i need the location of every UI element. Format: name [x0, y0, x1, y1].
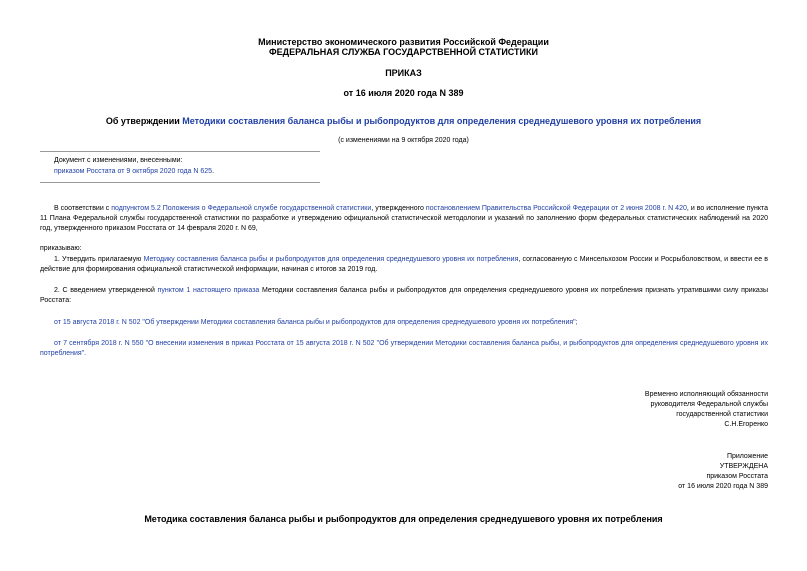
- repealed-order-2-link[interactable]: от 7 сентября 2018 г. N 550 "О внесении изменения в приказ Росстата от 15 августа 2018 г. N 502 "Об утверждении Методики составления баланса рыбы, и рыбопродуктов для определения среднедушевого уровня их потребления".: [40, 340, 768, 357]
- ministry-name: Министерство экономического развития Российской Федерации: [258, 37, 549, 47]
- appendix-line-2: УТВЕРЖДЕНА: [719, 463, 768, 470]
- changes-box-top-rule: [40, 151, 320, 152]
- signature-line-3: государственной статистики: [676, 411, 768, 418]
- service-name: ФЕДЕРАЛЬНАЯ СЛУЖБА ГОСУДАРСТВЕННОЙ СТАТИСТИКИ: [269, 47, 538, 57]
- appendix-line-4: от 16 июля 2020 года N 389: [678, 483, 768, 490]
- item-2-point-link[interactable]: пунктом 1 настоящего приказа: [157, 287, 260, 294]
- preamble-link-resolution[interactable]: постановлением Правительства Российской Федерации от 2 июня 2008 г. N 420: [425, 205, 687, 212]
- signature-line-1: Временно исполняющий обязанности: [644, 391, 768, 398]
- changes-box: [54, 156, 320, 176]
- repealed-order-2: [40, 339, 768, 359]
- appendix-block: [588, 452, 768, 492]
- title-method-link[interactable]: Методики составления баланса рыбы и рыбопродуктов для определения среднедушевого уровня их потребления: [182, 116, 702, 126]
- changes-box-suffix: .: [212, 168, 215, 175]
- item-1-text-1: 1. Утвердить прилагаемую: [54, 256, 144, 263]
- signer-name: С.Н.Егоренко: [724, 421, 768, 428]
- appendix-line-1: Приложение: [726, 453, 768, 460]
- signature-line-2: руководителя Федеральной службы: [650, 401, 768, 408]
- doc-type: ПРИКАЗ: [385, 68, 422, 78]
- changes-box-entry: [54, 167, 320, 176]
- changes-box-bottom-rule: [40, 182, 320, 183]
- changes-box-link[interactable]: приказом Росстата от 9 октября 2020 года N 625: [54, 168, 213, 175]
- repealed-order-1: [40, 318, 768, 328]
- document-title: [0, 116, 807, 127]
- item-2-text-1: 2. С введением утвержденной: [54, 287, 158, 294]
- preamble-paragraph: [40, 204, 768, 234]
- item-1-method-link[interactable]: Методику составления баланса рыбы и рыбопродуктов для определения среднедушевого уровня их потребления: [143, 256, 519, 263]
- method-title: Методика составления баланса рыбы и рыбопродуктов для определения среднедушевого уровня их потребления: [144, 514, 663, 524]
- item-1-paragraph: [40, 255, 768, 275]
- preamble-link-regulation[interactable]: подпунктом 5.2 Положения о Федеральной службе государственной статистики: [111, 205, 372, 212]
- preamble-text-2: , утвержденного: [371, 205, 426, 212]
- repealed-order-1-link[interactable]: от 15 августа 2018 г. N 502 "Об утверждении Методики составления баланса рыбы и рыбопродуктов для определения среднедушевого уровня их потребления";: [54, 319, 578, 326]
- item-2-text-2: Методики составления баланса рыбы и рыбопродуктов для определения среднедушевого уровня их потребления признать утратившими силу приказы Росстата:: [40, 287, 768, 304]
- item-2-paragraph: [40, 286, 768, 306]
- preamble-text-1: В соответствии с: [54, 205, 112, 212]
- changes-box-label: Документ с изменениями, внесенными:: [54, 157, 183, 164]
- signature-block: [588, 390, 768, 430]
- appendix-line-3: приказом Росстата: [706, 473, 768, 480]
- item-1-text-2: , согласованную с Минсельхозом России и Росрыболовством, и ввести ее в действие для формирования официальной статистической информации, начиная с итогов за 2019 год.: [40, 256, 769, 273]
- order-date-number: от 16 июля 2020 года N 389: [343, 88, 464, 98]
- title-prefix: Об утверждении: [105, 116, 183, 126]
- amendment-note: (с изменениями на 9 октября 2020 года): [338, 137, 469, 144]
- preamble-text-3: , и во исполнение пункта 11 Плана Федеральной службы государственной статистики по разработке и утверждению официальной статистической методологии и указаний по заполнению форм федеральных статистических наблюдений на 2020 год, утвержденного приказом Росстата от 14 февраля 2020 г. N 69,: [40, 205, 769, 232]
- order-word: приказываю:: [40, 245, 82, 252]
